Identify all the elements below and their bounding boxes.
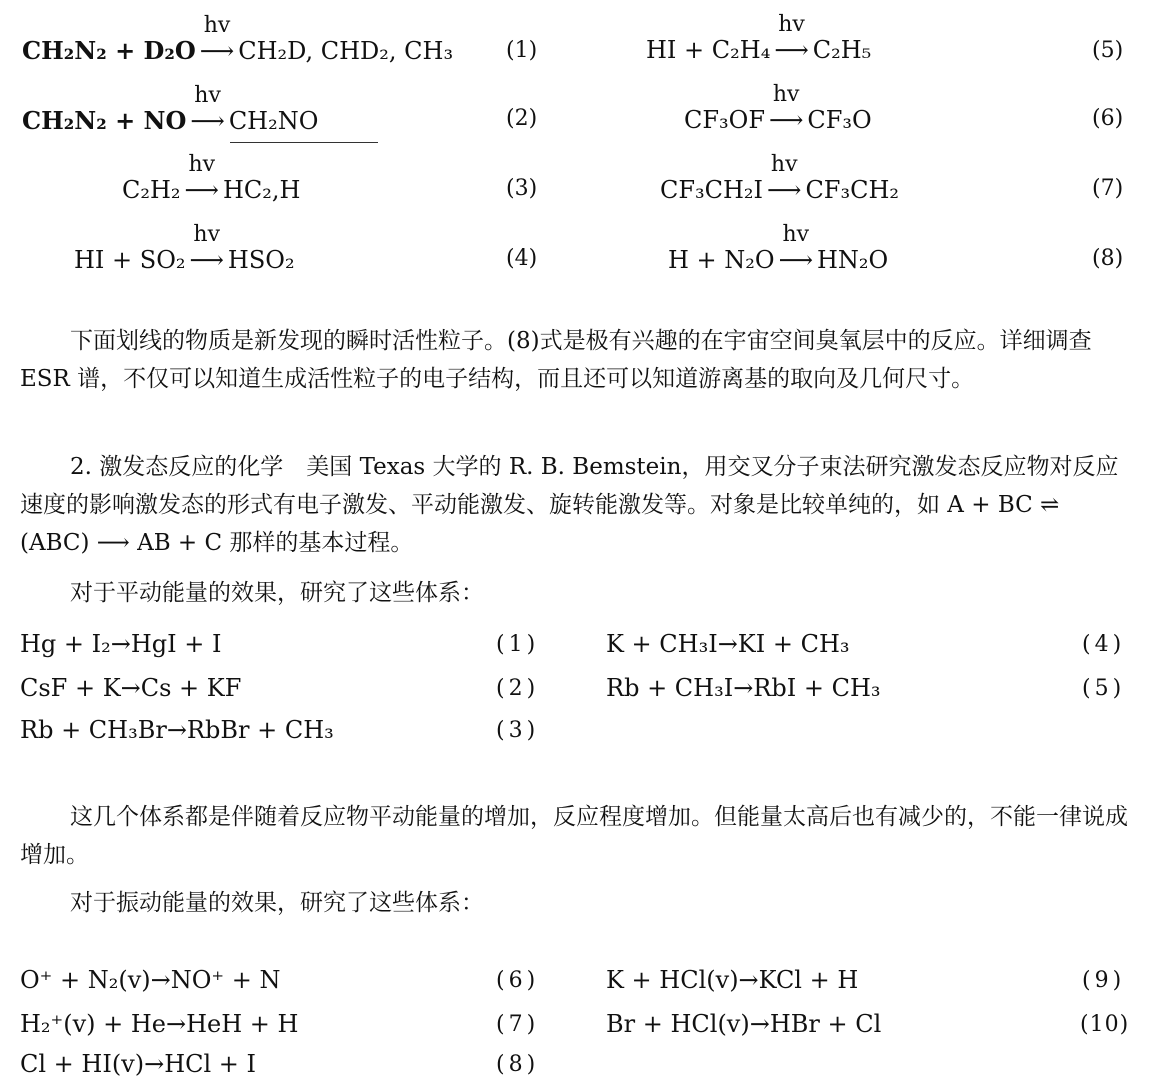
equation-number: (1) <box>506 38 538 63</box>
reaction-number: (1) <box>496 632 540 657</box>
equation-p3 <box>122 152 301 204</box>
reaction-number: (7) <box>496 1012 540 1037</box>
reaction-row: Br + HCl(v)→HBr + Cl <box>606 1010 882 1038</box>
paragraph-transient-species: 下面划线的物质是新发现的瞬时活性粒子。(8)式是极有兴趣的在宇宙空间臭氧层中的反应。详细调查 ESR 谱，不仅可以知道生成活性粒子的电子结构，而且还可以知道游离基的取向及几何尺寸。 <box>20 328 1092 392</box>
equation-rhs: CF₃O <box>807 106 872 134</box>
photolysis-arrow: hv ⟶ <box>184 152 219 204</box>
equation-number: (6) <box>1092 106 1124 131</box>
equation-p2 <box>22 83 319 135</box>
equation-lhs: CF₃OF <box>684 106 765 134</box>
reaction-number: (6) <box>496 968 540 993</box>
hv-label: hv <box>203 13 231 38</box>
hv-label: hv <box>194 83 221 108</box>
equation-number: (2) <box>506 106 538 131</box>
reaction-number: (8) <box>496 1052 540 1077</box>
equation-lhs: C₂H₂ <box>122 176 181 204</box>
reaction-row: Cl + HI(v)→HCl + I <box>20 1050 257 1078</box>
equation-lhs: HI + SO₂ <box>74 246 186 274</box>
equation-lhs: CF₃CH₂I <box>660 176 764 204</box>
paragraph-translational-intro: 对于平动能量的效果，研究了这些体系： <box>70 580 484 606</box>
hv-label: hv <box>188 152 216 177</box>
equation-rhs: HN₂O <box>817 246 889 274</box>
reaction-number: (4) <box>1082 632 1126 657</box>
paragraph-excited-state: 2. 激发态反应的化学 美国 Texas 大学的 R. B. Bemstein，用交叉分子束法研究激发态反应物对反应速度的影响激发态的形式有电子激发、平动能激发、旋转能激发等。对象是比较单纯的，如 A + BC ⇌ (ABC) ⟶ AB + C 那样的基本过程。 <box>20 454 1119 556</box>
equation-p1 <box>22 13 454 65</box>
equation-p4 <box>74 222 295 274</box>
reaction-row: CsF + K→Cs + KF <box>20 674 242 702</box>
hv-label: hv <box>193 222 221 247</box>
equation-p7 <box>660 152 899 204</box>
equation-rhs: HSO₂ <box>227 246 295 274</box>
hv-label: hv <box>772 82 800 107</box>
reaction-number: (2) <box>496 676 540 701</box>
reaction-row: K + CH₃I→KI + CH₃ <box>606 630 850 658</box>
photolysis-arrow: hv ⟶ <box>189 222 224 274</box>
equation-number: (8) <box>1092 246 1124 271</box>
photolysis-arrow: hv ⟶ <box>778 222 813 274</box>
equation-number: (4) <box>506 246 538 271</box>
reaction-row: Hg + I₂→HgI + I <box>20 630 222 658</box>
equation-lhs: H + N₂O <box>668 246 775 274</box>
equation-number: (7) <box>1092 176 1124 201</box>
equation-rhs: C₂H₅ <box>812 36 872 64</box>
paragraph-translational-result: 这几个体系都是伴随着反应物平动能量的增加，反应程度增加。但能量太高后也有减少的，不能一律说成增加。 <box>20 804 1128 868</box>
reaction-number: (3) <box>496 718 540 743</box>
reaction-row: O⁺ + N₂(v)→NO⁺ + N <box>20 966 281 994</box>
reaction-row: Rb + CH₃Br→RbBr + CH₃ <box>20 716 334 744</box>
reaction-number: (9) <box>1082 968 1126 993</box>
photolysis-arrow: hv ⟶ <box>767 152 802 204</box>
photolysis-arrow: hv ⟶ <box>190 83 225 135</box>
photolysis-arrow: hv ⟶ <box>199 13 235 65</box>
hv-label: hv <box>778 12 805 37</box>
reaction-number: (5) <box>1082 676 1126 701</box>
equation-rhs: CH₂NO <box>228 107 319 135</box>
equation-lhs: HI + C₂H₄ <box>646 36 771 64</box>
equation-p6 <box>684 82 872 134</box>
equation-rhs: CF₃CH₂ <box>805 176 899 204</box>
equation-lhs: CH₂N₂ + D₂O <box>22 36 196 65</box>
paragraph-vibrational-intro: 对于振动能量的效果，研究了这些体系： <box>70 890 484 916</box>
hv-label: hv <box>782 222 810 247</box>
equation-number: (5) <box>1092 38 1124 63</box>
reaction-row: H₂⁺(v) + He→HeH + H <box>20 1010 299 1038</box>
equation-lhs: CH₂N₂ + NO <box>22 106 187 135</box>
underline-rule <box>230 142 378 143</box>
reaction-number: (10) <box>1080 1012 1130 1037</box>
photolysis-arrow: hv ⟶ <box>768 82 804 134</box>
equation-rhs: HC₂,H <box>222 176 301 204</box>
equation-number: (3) <box>506 176 538 201</box>
reaction-row: Rb + CH₃I→RbI + CH₃ <box>606 674 881 702</box>
equation-p8 <box>668 222 889 274</box>
hv-label: hv <box>770 152 798 177</box>
reaction-row: K + HCl(v)→KCl + H <box>606 966 859 994</box>
equation-rhs: CH₂D, CHD₂, CH₃ <box>238 37 454 65</box>
photolysis-arrow: hv ⟶ <box>774 12 809 64</box>
equation-p5 <box>646 12 872 64</box>
